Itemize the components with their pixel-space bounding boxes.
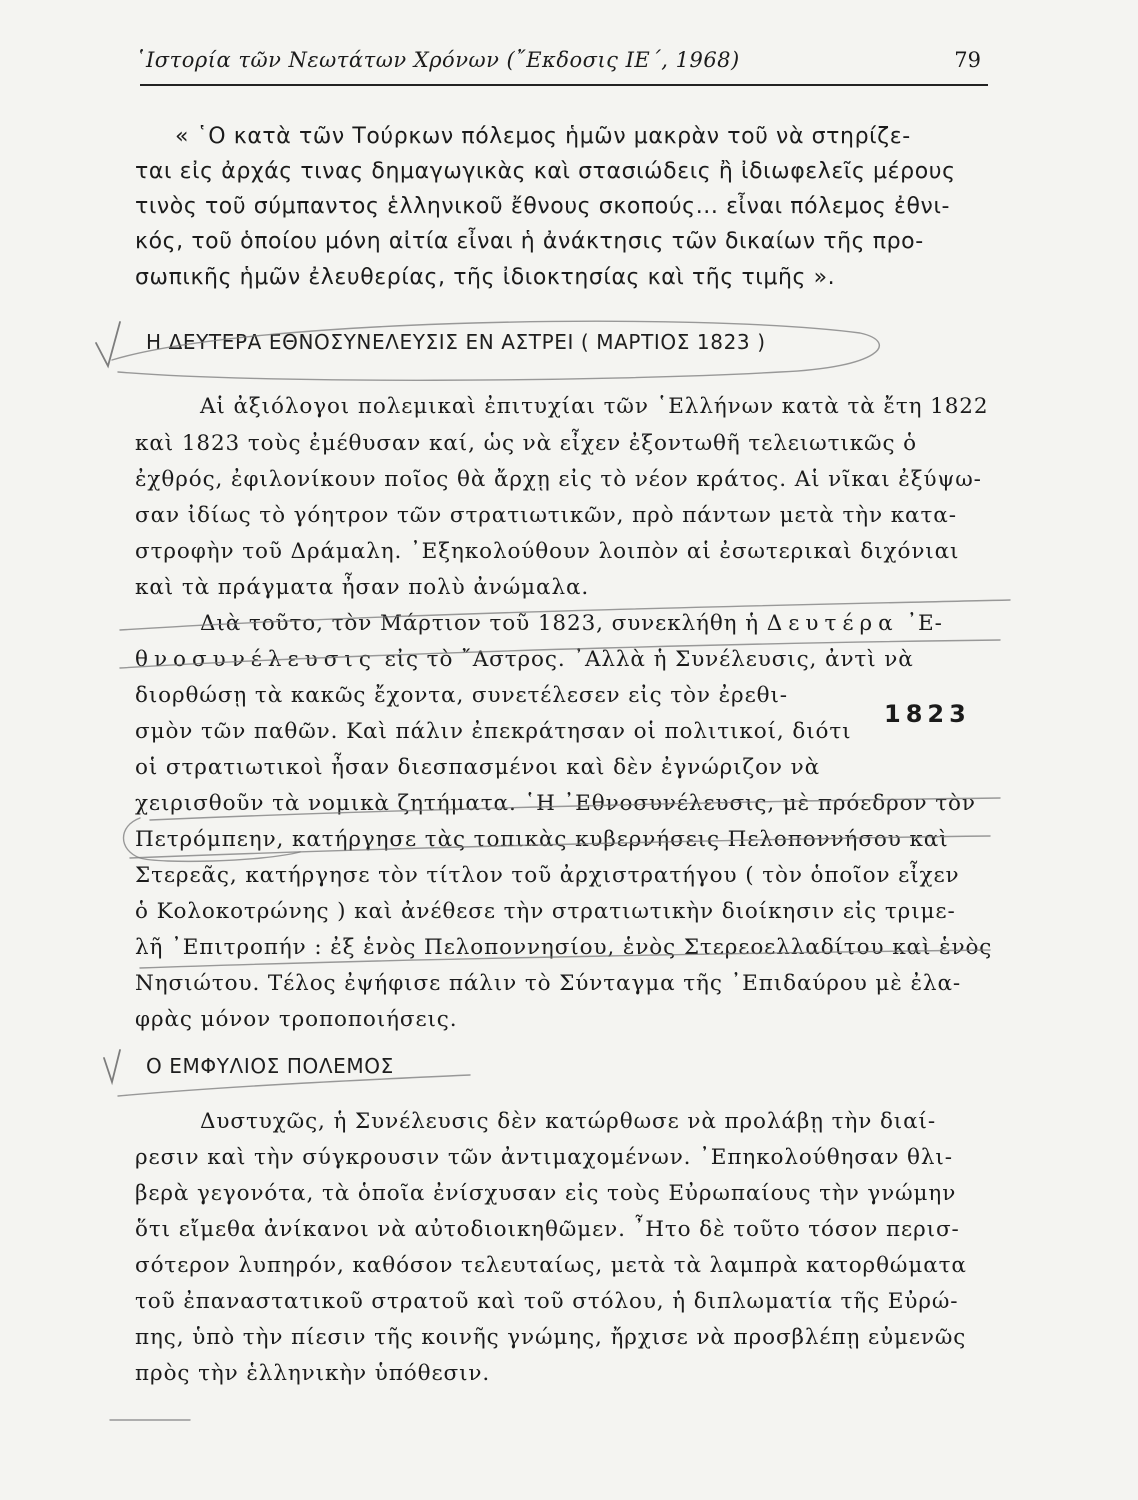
paragraph-line: Στερεᾶς, κατήργησε τὸν τίτλον τοῦ ἀρχιστρατήγου ( τὸν ὁποῖον εἶχεν	[135, 863, 960, 888]
paragraph-line: φρὰς μόνον τροποποιήσεις.	[135, 1007, 458, 1032]
header-rule	[140, 84, 988, 86]
checkmark-icon	[96, 322, 120, 366]
quote-line: σωπικῆς ἡμῶν ἐλευθερίας, τῆς ἰδιοκτησίας καὶ τῆς τιμῆς ».	[135, 265, 836, 290]
paragraph-line: ὅτι εἴμεθα ἀνίκανοι νὰ αὐτοδιοικηθῶμεν. ῏Ητο δὲ τοῦτο τόσον περισ-	[135, 1217, 960, 1242]
paragraph-line: πρὸς τὴν ἑλληνικὴν ὑπόθεσιν.	[135, 1361, 491, 1386]
paragraph-line: οἱ στρατιωτικοὶ ἦσαν διεσπασμένοι καὶ δὲν ἐγνώριζον νὰ	[135, 755, 821, 780]
quote-line: τινὸς τοῦ σύμπαντος ἑλληνικοῦ ἔθνους σκοπούς... εἶναι πόλεμος ἐθνι-	[135, 194, 951, 219]
text-run: ᾿Ε-	[906, 611, 943, 636]
paragraph-line: Πετρόμπεην, κατήργησε τὰς τοπικὰς κυβερνήσεις Πελοποννήσου καὶ	[135, 827, 949, 852]
pencil-underline	[118, 1075, 470, 1096]
paragraph-line: καὶ τὰ πράγματα ἦσαν πολὺ ἀνώμαλα.	[135, 575, 590, 600]
paragraph-line: λῆ ᾿Επιτροπήν : ἐξ ἑνὸς Πελοποννησίου, ἑνὸς Στερεοελλαδίτου καὶ ἑνὸς	[135, 935, 993, 960]
quote-line: « ῾Ο κατὰ τῶν Τούρκων πόλεμος ἡμῶν μακρὰν τοῦ νὰ στηρίζε-	[175, 124, 911, 149]
section-heading-civil-war: Ο ΕΜΦΥΛΙΟΣ ΠΟΛΕΜΟΣ	[146, 1054, 394, 1078]
paragraph-line	[200, 608, 943, 640]
page-header	[135, 48, 985, 78]
spaced-term: Δευτέρα	[766, 611, 899, 636]
paragraph-line: διορθώσῃ τὰ κακῶς ἔχοντα, συνετέλεσεν εἰς τὸν ἐρεθι-	[135, 683, 788, 708]
page-number: 79	[954, 48, 981, 72]
paragraph-line: σαν ἰδίως τὸ γόητρον τῶν στρατιωτικῶν, πρὸ πάντων μετὰ τὴν κατα-	[135, 503, 957, 528]
paragraph-line: ἐχθρός, ἐφιλονίκουν ποῖος θὰ ἄρχῃ εἰς τὸ νέον κράτος. Αἱ νῖκαι ἐξύψω-	[135, 467, 982, 492]
paragraph-line: βερὰ γεγονότα, τὰ ὁποῖα ἐνίσχυσαν εἰς τοὺς Εὐρωπαίους τὴν γνώμην	[135, 1181, 957, 1206]
paragraph-line: χειρισθοῦν τὰ νομικὰ ζητήματα. ῾Η ᾿Εθνοσυνέλευσις, μὲ πρόεδρον τὸν	[135, 791, 976, 816]
paragraph-line: σότερον λυπηρόν, καθόσον τελευταίως, μετὰ τὰ λαμπρὰ κατορθώματα	[135, 1253, 967, 1278]
paragraph-line: πης, ὑπὸ τὴν πίεσιν τῆς κοινῆς γνώμης, ἤρχισε νὰ προσβλέπῃ εὐμενῶς	[135, 1325, 967, 1350]
margin-year-note: 1823	[884, 700, 971, 728]
paragraph-line: καὶ 1823 τοὺς ἐμέθυσαν καί, ὡς νὰ εἶχεν ἐξοντωθῆ τελειωτικῶς ὁ	[135, 431, 917, 456]
paragraph-line: Αἱ ἀξιόλογοι πολεμικαὶ ἐπιτυχίαι τῶν ῾Ελλήνων κατὰ τὰ ἔτη 1822	[200, 394, 989, 419]
paragraph-line: Νησιώτου. Τέλος ἐψήφισε πάλιν τὸ Σύνταγμα τῆς ᾿Επιδαύρου μὲ ἐλα-	[135, 971, 962, 996]
running-head: ῾Ιστορία τῶν Νεωτάτων Χρόνων (῎Εκδοσις ΙΕ΄, 1968)	[135, 48, 740, 72]
paragraph-line: ὁ Κολοκοτρώνης ) καὶ ἀνέθεσε τὴν στρατιωτικὴν διοίκησιν εἰς τριμε-	[135, 899, 956, 924]
quote-line: κός, τοῦ ὁποίου μόνη αἰτία εἶναι ἡ ἀνάκτησις τῶν δικαίων τῆς προ-	[135, 229, 924, 254]
paragraph-line: Δυστυχῶς, ἡ Συνέλευσις δὲν κατώρθωσε νὰ προλάβῃ τὴν διαί-	[200, 1109, 937, 1134]
paragraph-line: τοῦ ἐπαναστατικοῦ στρατοῦ καὶ τοῦ στόλου, ἡ διπλωματία τῆς Εὐρώ-	[135, 1289, 959, 1314]
spaced-term: θνοσυνέλευσις	[135, 647, 377, 672]
paragraph-line: σμὸν τῶν παθῶν. Καὶ πάλιν ἐπεκράτησαν οἱ πολιτικοί, διότι	[135, 719, 852, 744]
quote-line: ται εἰς ἀρχάς τινας δημαγωγικὰς καὶ στασιώδεις ἢ ἰδιωφελεῖς μέρους	[135, 159, 956, 184]
paragraph-line: στροφὴν τοῦ Δράμαλη. ᾿Εξηκολούθουν λοιπὸν αἱ ἐσωτερικαὶ διχόνιαι	[135, 539, 960, 564]
paragraph-line: ρεσιν καὶ τὴν σύγκρουσιν τῶν ἀντιμαχομένων. ᾿Επηκολούθησαν θλι-	[135, 1145, 953, 1170]
text-run: Διὰ τοῦτο, τὸν Μάρτιον τοῦ 1823, συνεκλήθη ἡ	[200, 611, 759, 636]
section-heading-second-assembly: Η ΔΕΥΤΕΡΑ ΕΘΝΟΣΥΝΕΛΕΥΣΙΣ ΕΝ ΑΣΤΡΕΙ ( ΜΑΡΤΙΟΣ 1823 )	[146, 330, 766, 354]
paragraph-line	[135, 644, 914, 676]
checkmark-icon	[104, 1050, 120, 1082]
text-run: εἰς τὸ ῎Αστρος. ᾿Αλλὰ ἡ Συνέλευσις, ἀντὶ νὰ	[384, 647, 914, 672]
